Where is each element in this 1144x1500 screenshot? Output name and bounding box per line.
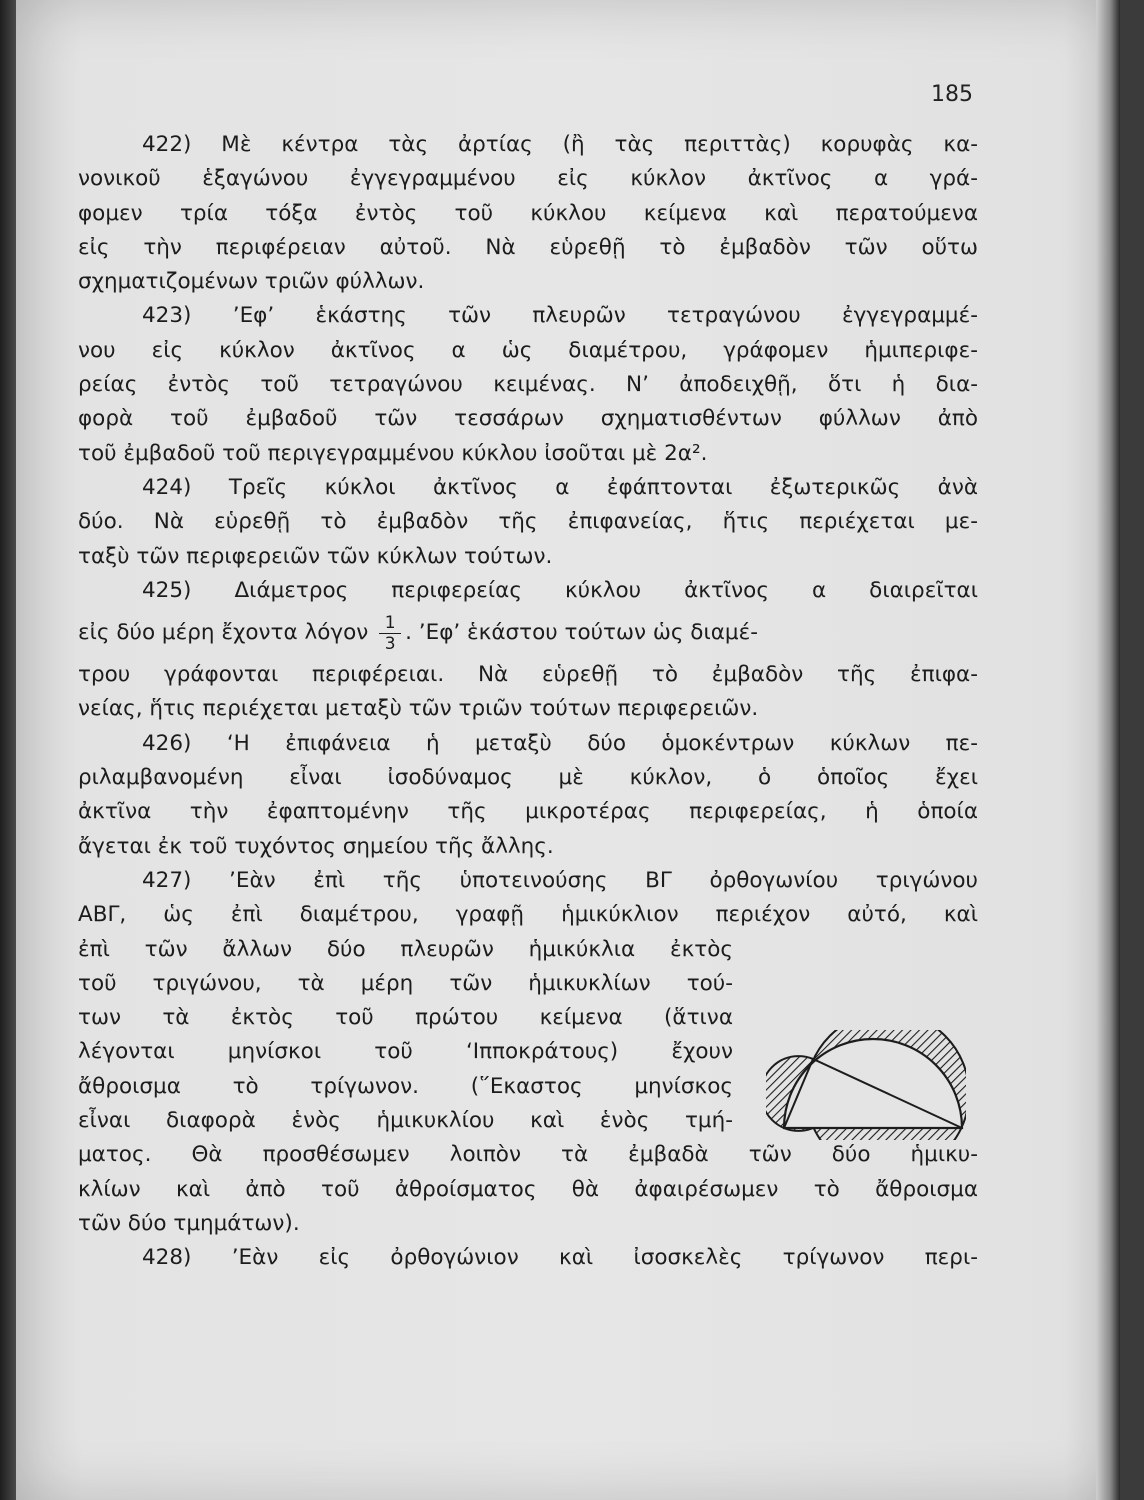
problem-425-line: 425) Διάμετρος περιφερείας κύκλου ἀκτῖνος α διαιρεῖται — [142, 577, 978, 603]
problem-427-line: κλίων καὶ ἀπὸ τοῦ ἀθροίσματος θὰ ἀφαιρέσωμεν τὸ ἄθροισμα — [78, 1176, 978, 1202]
problem-425-line: νείας, ἥτις περιέχεται μεταξὺ τῶν τριῶν τούτων περιφερειῶν. — [78, 696, 759, 722]
problem-428-line: 428) ’Εὰν εἰς ὀρθογώνιον καὶ ἰσοσκελὲς τρίγωνον περι- — [142, 1245, 978, 1271]
problem-424-line: 424) Τρεῖς κύκλοι ἀκτῖνος α ἐφάπτονται ἐξωτερικῶς ἀνὰ — [142, 474, 978, 500]
problem-424-line: ταξὺ τῶν περιφερειῶν τῶν κύκλων τούτων. — [78, 543, 553, 569]
problem-425-text: . ’Εφ’ ἑκάστου τούτων ὡς διαμέ- — [405, 620, 758, 646]
problem-427-line: ματος. Θὰ προσθέσωμεν λοιπὸν τὰ ἐμβαδὰ τῶν δύο ἡμικυ- — [78, 1142, 978, 1168]
problem-426-line: 426) ‘Η ἐπιφάνεια ἡ μεταξὺ δύο ὁμοκέντρων κύκλων πε- — [142, 730, 978, 756]
problem-426-line: ἄγεται ἐκ τοῦ τυχόντος σημείου τῆς ἄλλης. — [78, 833, 554, 859]
problem-426-line: ἀκτῖνα τὴν ἐφαπτομένην τῆς μικροτέρας περιφερείας, ἡ ὁποία — [78, 799, 978, 825]
problem-425-fraction-line — [78, 608, 978, 658]
book-spine — [0, 0, 16, 1500]
problem-427-line: 427) ’Εὰν ἐπὶ τῆς ὑποτεινούσης ΒΓ ὀρθογωνίου τριγώνου — [142, 867, 978, 893]
problem-427-line: ἐπὶ τῶν ἄλλων δύο πλευρῶν ἡμικύκλια ἐκτὸς — [78, 936, 733, 962]
problem-426-line: ριλαμβανομένη εἶναι ἰσοδύναμος μὲ κύκλον, ὁ ὁποῖος ἔχει — [78, 765, 978, 791]
problem-422-line: εἰς τὴν περιφέρειαν αὐτοῦ. Νὰ εὑρεθῇ τὸ ἐμβαδὸν τῶν οὕτω — [78, 234, 978, 260]
problem-427-line: των τὰ ἐκτὸς τοῦ πρώτου κείμενα (ἅτινα — [78, 1005, 733, 1031]
fraction-denominator: 3 — [384, 633, 396, 654]
problem-422-line: φομεν τρία τόξα ἐντὸς τοῦ κύκλου κείμενα καὶ περατούμενα — [78, 200, 978, 226]
fraction-numerator: 1 — [379, 614, 401, 634]
problem-425-text: εἰς δύο μέρη ἔχοντα λόγον — [78, 620, 369, 646]
problem-423-line: 423) ’Εφ’ ἑκάστης τῶν πλευρῶν τετραγώνου ἐγγεγραμμέ- — [142, 303, 978, 329]
problem-423-line: τοῦ ἐμβαδοῦ τοῦ περιγεγραμμένου κύκλου ἰσοῦται μὲ 2α². — [78, 440, 708, 466]
page-edge — [1096, 0, 1120, 1500]
problem-422-line: 422) Μὲ κέντρα τὰς ἀρτίας (ἢ τὰς περιττὰς) κορυφὰς κα- — [142, 132, 978, 157]
problem-424-line: δύο. Νὰ εὑρεθῇ τὸ ἐμβαδὸν τῆς ἐπιφανείας, ἥτις περιέχεται με- — [78, 509, 978, 535]
problem-422-line: σχηματιζομένων τριῶν φύλλων. — [78, 269, 425, 295]
problem-427-line: λέγονται μηνίσκοι τοῦ ‘Ιπποκράτους) ἔχουν — [78, 1039, 733, 1065]
problem-423-line: φορὰ τοῦ ἐμβαδοῦ τῶν τεσσάρων σχηματισθέντων φύλλων ἀπὸ — [78, 406, 978, 432]
problem-427-line: τοῦ τριγώνου, τὰ μέρη τῶν ἡμικυκλίων τού- — [78, 970, 733, 996]
fraction — [379, 614, 401, 653]
lunes-of-hippocrates-figure — [766, 1030, 966, 1140]
problem-422-line: νονικοῦ ἑξαγώνου ἐγγεγραμμένου εἰς κύκλον ἀκτῖνος α γρά- — [78, 166, 978, 192]
problem-423-line: νου εἰς κύκλον ἀκτῖνος α ὡς διαμέτρου, γράφομεν ἡμιπεριφε- — [78, 337, 978, 363]
problem-427-line: τῶν δύο τμημάτων). — [78, 1210, 300, 1236]
problem-427-line: ἄθροισμα τὸ τρίγωνον. (῞Εκαστος μηνίσκος — [78, 1073, 733, 1099]
problem-425-line: τρου γράφονται περιφέρειαι. Νὰ εὑρεθῇ τὸ ἐμβαδὸν τῆς ἐπιφα- — [78, 662, 978, 688]
problem-427-line: εἶναι διαφορὰ ἑνὸς ἡμικυκλίου καὶ ἑνὸς τμή- — [78, 1108, 733, 1134]
problem-423-line: ρείας ἐντὸς τοῦ τετραγώνου κειμένας. Ν’ ἀποδειχθῇ, ὅτι ἡ δια- — [78, 372, 978, 398]
page-number: 185 — [931, 82, 973, 107]
problem-427-line: ΑΒΓ, ὡς ἐπὶ διαμέτρου, γραφῇ ἡμικύκλιον περιέχον αὐτό, καὶ — [78, 902, 978, 928]
